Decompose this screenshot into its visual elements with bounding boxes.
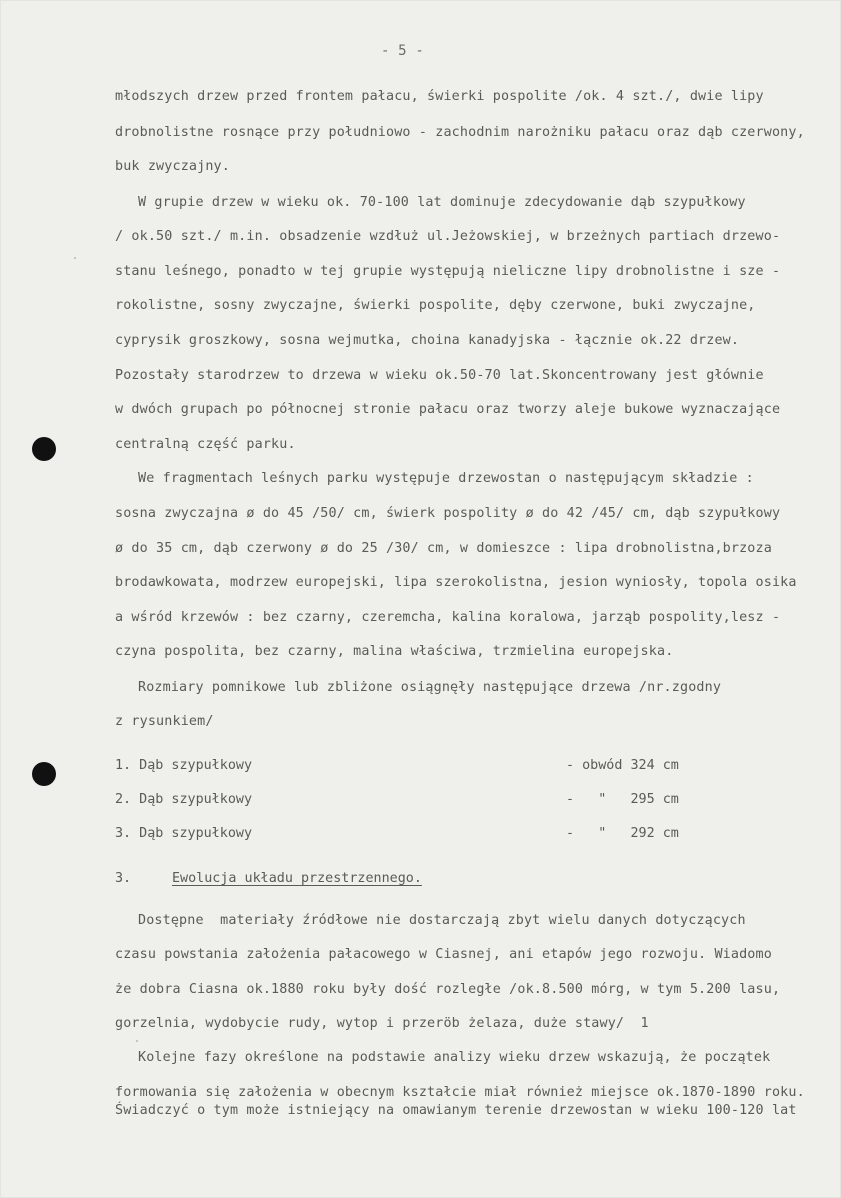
text-line: że dobra Ciasna ok.1880 roku były dość rozległe /ok.8.500 mórg, w tym 5.200 lasu,: [115, 982, 781, 997]
tree-list-value: - " 295 cm: [566, 792, 679, 807]
page-number: - 5 -: [381, 43, 424, 59]
text-line: cyprysik groszkowy, sosna wejmutka, choina kanadyjska - łącznie ok.22 drzew.: [115, 333, 740, 348]
text-line: a wśród krzewów : bez czarny, czeremcha, kalina koralowa, jarząb pospolity,lesz -: [115, 610, 781, 625]
tree-list-label: 1. Dąb szypułkowy: [115, 758, 253, 773]
text-line: centralną część parku.: [115, 437, 296, 452]
scan-speck: [74, 257, 76, 259]
text-line: formowania się założenia w obecnym kształcie miał również miejsce ok.1870-1890 roku.: [115, 1085, 805, 1100]
text-line: gorzelnia, wydobycie rudy, wytop i przeröb żelaza, duże stawy/ 1: [115, 1016, 649, 1031]
text-line: We fragmentach leśnych parku występuje drzewostan o następującym składzie :: [138, 471, 754, 486]
tree-list-label: 3. Dąb szypułkowy: [115, 826, 253, 841]
text-line: drobnolistne rosnące przy południowo - zachodnim narożniku pałacu oraz dąb czerwony,: [115, 125, 805, 140]
text-line: W grupie drzew w wieku ok. 70-100 lat dominuje zdecydowanie dąb szypułkowy: [138, 195, 746, 210]
text-line: Świadczyć o tym może istniejący na omawianym terenie drzewostan w wieku 100-120 lat: [115, 1103, 797, 1118]
text-line: Dostępne materiały źródłowe nie dostarczają zbyt wielu danych dotyczących: [138, 913, 746, 928]
tree-list-value: - " 292 cm: [566, 826, 679, 841]
text-line: ø do 35 cm, dąb czerwony ø do 25 /30/ cm, w domieszce : lipa drobnolistna,brzoza: [115, 541, 772, 556]
text-line: w dwóch grupach po północnej stronie pałacu oraz tworzy aleje bukowe wyznaczające: [115, 402, 781, 417]
punch-hole: [32, 762, 56, 786]
text-line: / ok.50 szt./ m.in. obsadzenie wzdłuż ul.Jeżowskiej, w brzeżnych partiach drzewo-: [115, 229, 781, 244]
text-line: z rysunkiem/: [115, 714, 214, 729]
text-line: Kolejne fazy określone na podstawie analizy wieku drzew wskazują, że początek: [138, 1050, 771, 1065]
text-line: czasu powstania założenia pałacowego w Ciasnej, ani etapów jego rozwoju. Wiadomo: [115, 947, 772, 962]
tree-list-value: - obwód 324 cm: [566, 758, 679, 773]
section-title: Ewolucja układu przestrzennego.: [172, 871, 422, 886]
text-line: młodszych drzew przed frontem pałacu, świerki pospolite /ok. 4 szt./, dwie lipy: [115, 89, 764, 104]
text-line: brodawkowata, modrzew europejski, lipa szerokolistna, jesion wyniosły, topola osika: [115, 575, 797, 590]
text-line: sosna zwyczajna ø do 45 /50/ cm, świerk pospolity ø do 42 /45/ cm, dąb szypułkowy: [115, 506, 781, 521]
scan-speck: [136, 1040, 138, 1042]
text-line: Rozmiary pomnikowe lub zbliżone osiągnęły następujące drzewa /nr.zgodny: [138, 680, 722, 695]
text-line: czyna pospolita, bez czarny, malina właściwa, trzmielina europejska.: [115, 644, 674, 659]
tree-list-label: 2. Dąb szypułkowy: [115, 792, 253, 807]
punch-hole: [32, 437, 56, 461]
section-number: 3.: [115, 871, 132, 886]
text-line: rokolistne, sosny zwyczajne, świerki pospolite, dęby czerwone, buki zwyczajne,: [115, 298, 756, 313]
text-line: buk zwyczajny.: [115, 159, 230, 174]
text-line: stanu leśnego, ponadto w tej grupie występują nieliczne lipy drobnolistne i sze -: [115, 264, 781, 279]
text-line: Pozostały starodrzew to drzewa w wieku ok.50-70 lat.Skoncentrowany jest głównie: [115, 368, 764, 383]
